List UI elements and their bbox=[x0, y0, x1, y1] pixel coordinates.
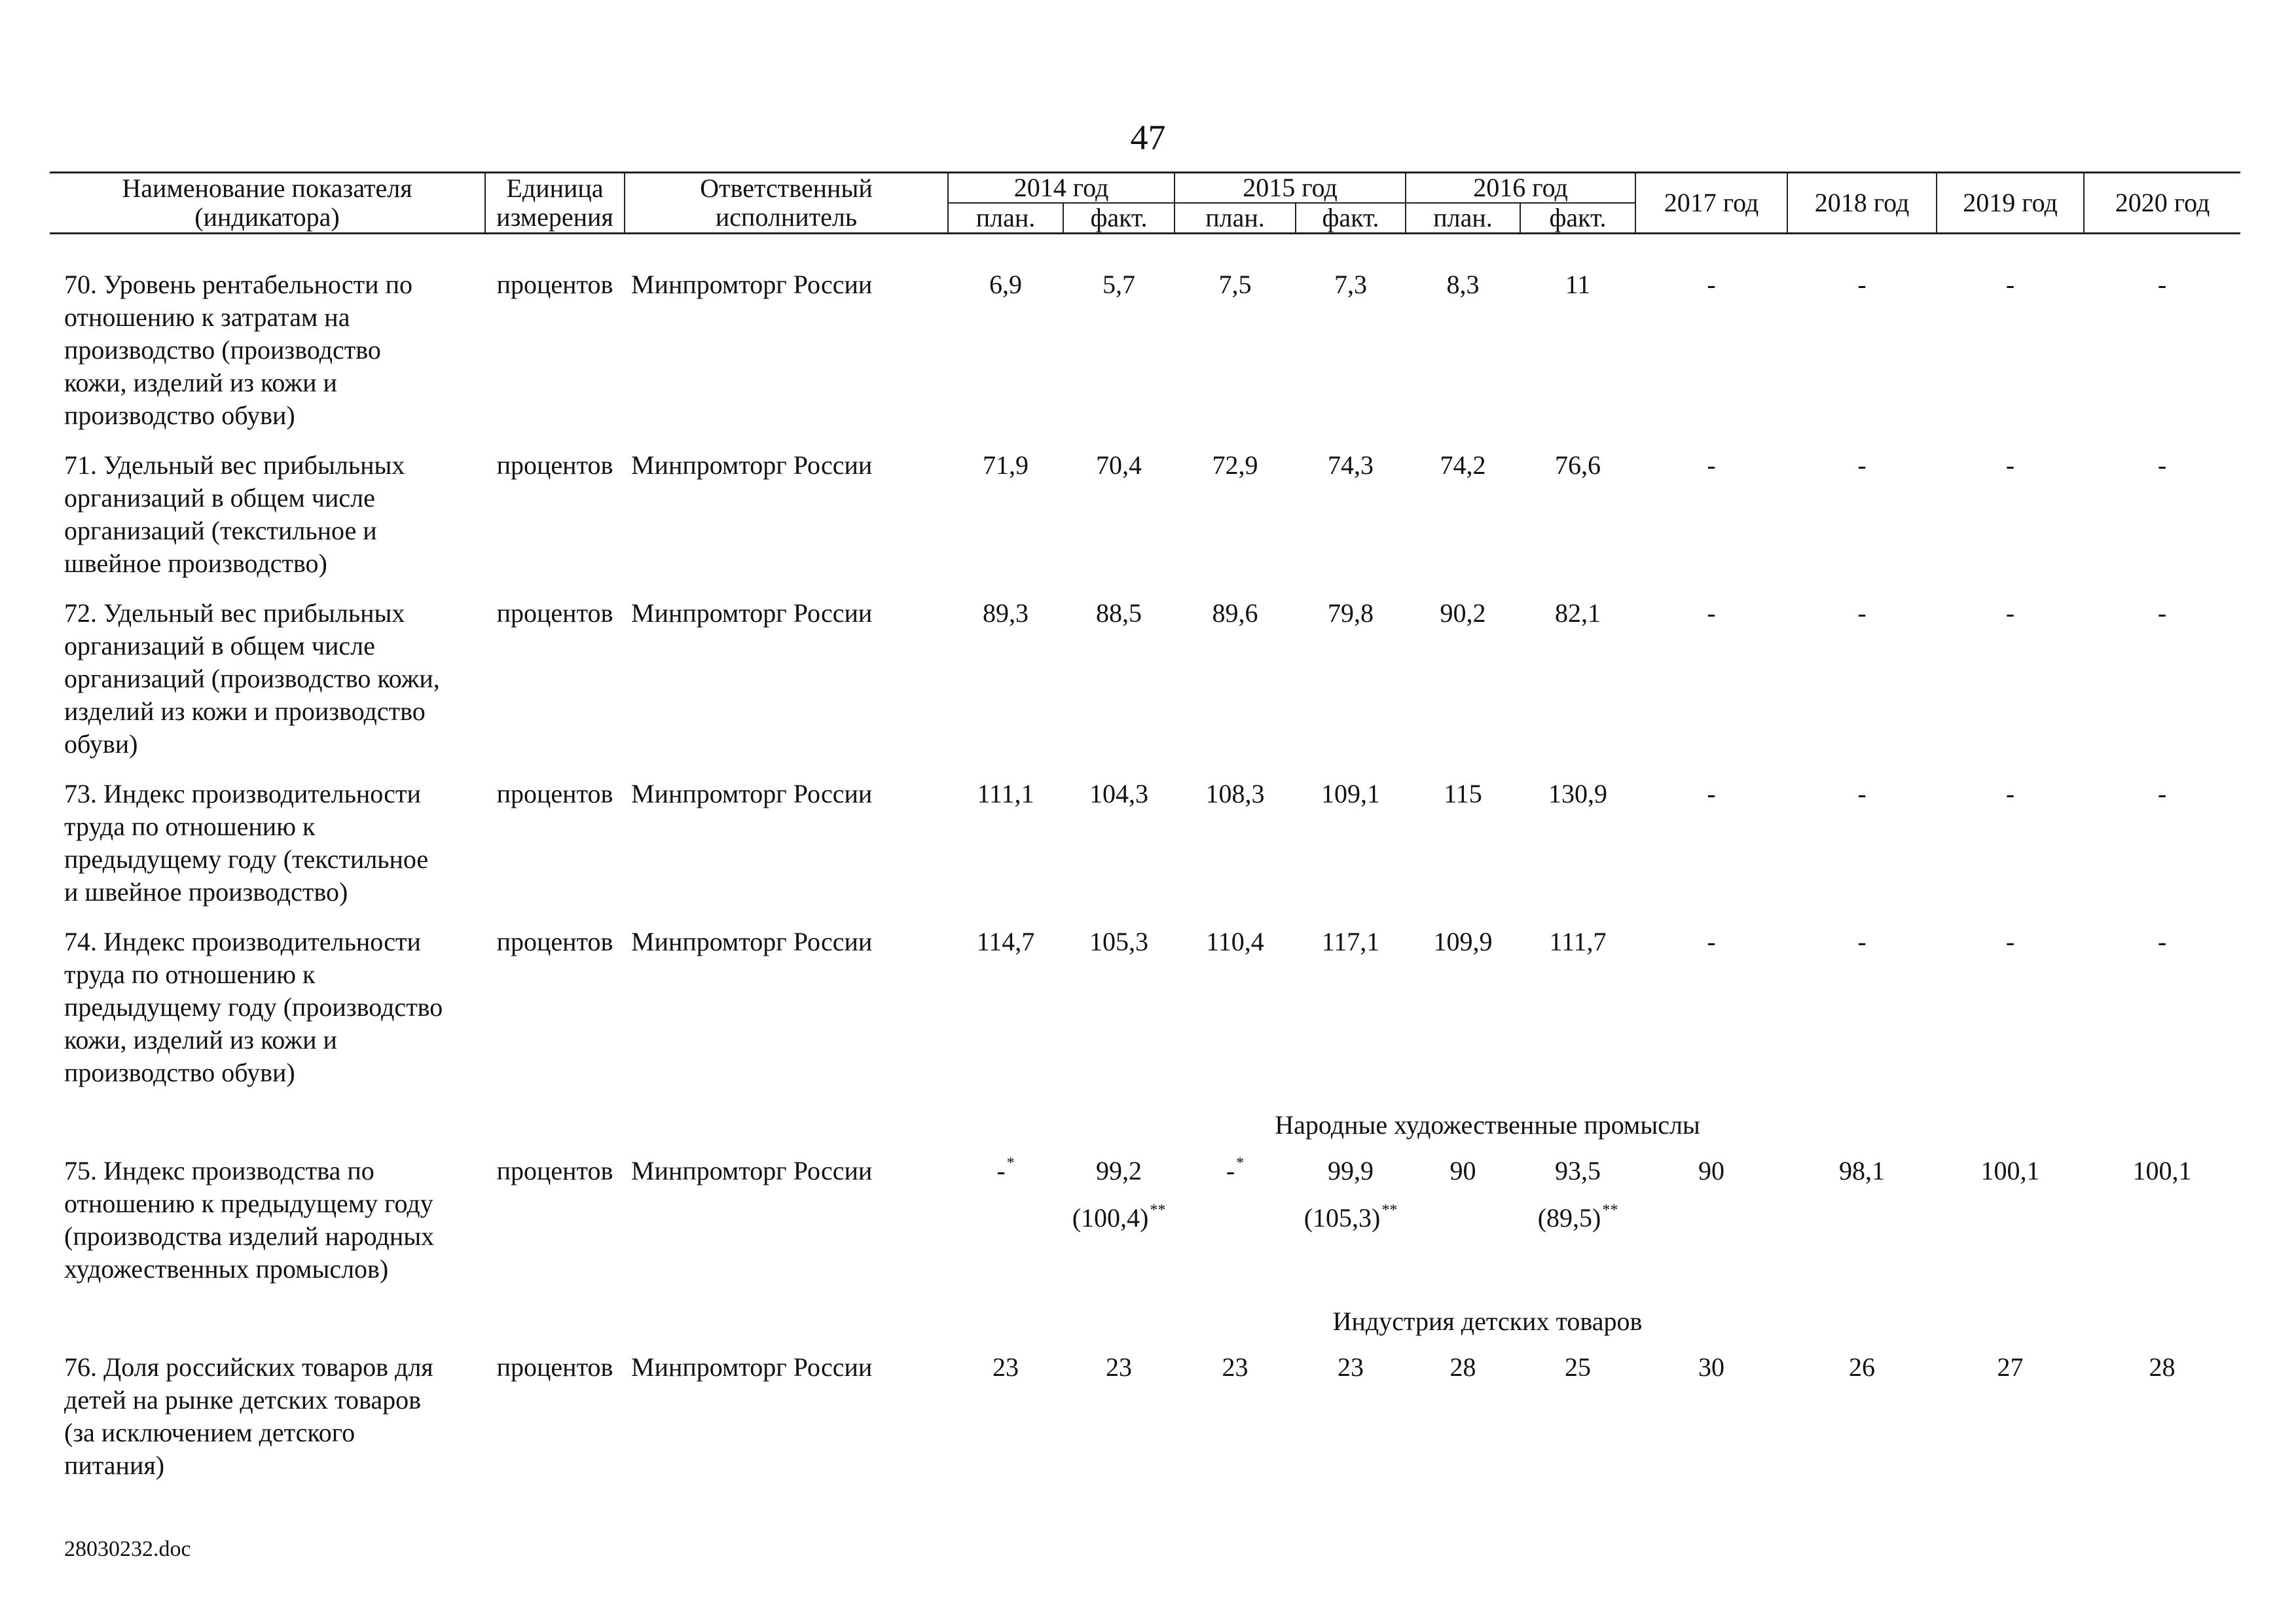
indicator-name: 73. Индекс производительности труда по отношению к предыдущему году (текстильное и швейное производство) bbox=[64, 779, 429, 907]
header-plan-2015: план. bbox=[1175, 203, 1296, 234]
unit-cell: процентов bbox=[496, 270, 613, 299]
footnote-mark: ** bbox=[1602, 1201, 1618, 1219]
value-cell: 30 bbox=[1698, 1352, 1725, 1382]
header-year-2019: 2019 год bbox=[1937, 173, 2084, 234]
footnote-mark: * bbox=[1006, 1154, 1015, 1172]
value-cell: 111,7 bbox=[1549, 927, 1607, 956]
value-cell: - bbox=[1707, 270, 1716, 299]
indicator-name: 75. Индекс производства по отношению к предыдущему году (производства изделий народных художественных промыслов) bbox=[64, 1156, 435, 1284]
value-cell: 89,3 bbox=[983, 598, 1029, 628]
value-cell: - bbox=[1707, 450, 1716, 480]
header-year-2020: 2020 год bbox=[2084, 173, 2240, 234]
value-cell: 72,9 bbox=[1212, 450, 1258, 480]
header-plan-2016: план. bbox=[1406, 203, 1520, 234]
value-cell: - bbox=[2157, 270, 2167, 299]
header-year-2018: 2018 год bbox=[1787, 173, 1937, 234]
page-number: 47 bbox=[1130, 118, 1166, 157]
indicator-name: 72. Удельный вес прибыльных организаций в общем числе организаций (производство кожи, изделий из кожи и производство обуви) bbox=[64, 598, 440, 759]
table-row bbox=[50, 268, 2240, 449]
value-cell: 90,2 bbox=[1440, 598, 1486, 628]
unit-cell: процентов bbox=[496, 598, 613, 628]
value-cell: 100,1 bbox=[1980, 1156, 2040, 1185]
value-cell: - bbox=[2157, 450, 2167, 480]
value-cell: - bbox=[1857, 450, 1867, 480]
value-cell: 115 bbox=[1444, 779, 1482, 808]
table-row bbox=[50, 1155, 2240, 1303]
header-year-2014: 2014 год bbox=[948, 173, 1175, 204]
value-cell: 76,6 bbox=[1555, 450, 1601, 480]
header-plan-2014: план. bbox=[948, 203, 1063, 234]
value-cell: 130,9 bbox=[1548, 779, 1608, 808]
header-year-2015: 2015 год bbox=[1175, 173, 1406, 204]
header-fact-2014: факт. bbox=[1063, 203, 1175, 234]
value-cell: - bbox=[1707, 598, 1716, 628]
value-cell: 105,3 bbox=[1089, 927, 1148, 956]
executor-cell: Минпромторг России bbox=[631, 450, 873, 480]
unit-cell: процентов bbox=[496, 779, 613, 808]
value-cell: 110,4 bbox=[1206, 927, 1264, 956]
value-cell: 90 bbox=[1698, 1156, 1725, 1185]
header-indicator-name: Наименование показателя (индикатора) bbox=[50, 173, 485, 234]
header-executor: Ответственный исполнитель bbox=[625, 173, 948, 234]
value-cell: 114,7 bbox=[976, 927, 1035, 956]
value-cell: 88,5 bbox=[1096, 598, 1142, 628]
value-cell: - bbox=[2157, 927, 2167, 956]
value-cell: - bbox=[2005, 450, 2015, 480]
sub-value: (105,3)** bbox=[1303, 1201, 1398, 1233]
value-cell: - bbox=[1857, 927, 1867, 956]
value-cell: 111,1 bbox=[977, 779, 1034, 808]
value-cell: 11 bbox=[1565, 270, 1591, 299]
value-cell: 27 bbox=[1997, 1352, 2024, 1382]
value-cell: 71,9 bbox=[983, 450, 1029, 480]
value-cell: 74,3 bbox=[1328, 450, 1374, 480]
value-cell: 98,1 bbox=[1839, 1156, 1886, 1185]
value-cell: - bbox=[1707, 779, 1716, 808]
section-heading-folk-crafts: Народные художественные промыслы bbox=[1275, 1110, 1700, 1140]
value-cell: 70,4 bbox=[1096, 450, 1142, 480]
value-cell: - bbox=[1857, 598, 1867, 628]
value-cell: - bbox=[2005, 270, 2015, 299]
sub-value: (89,5)** bbox=[1537, 1201, 1618, 1233]
value-cell: - bbox=[2157, 598, 2167, 628]
value-cell: 108,3 bbox=[1205, 779, 1265, 808]
executor-cell: Минпромторг России bbox=[631, 779, 873, 808]
footnote-mark: ** bbox=[1150, 1201, 1166, 1219]
document-id: 28030232.doc bbox=[64, 1537, 191, 1561]
header-fact-2015: факт. bbox=[1296, 203, 1406, 234]
header-year-2016: 2016 год bbox=[1406, 173, 1635, 204]
value-cell: 6,9 bbox=[989, 270, 1022, 299]
value-cell: - bbox=[1857, 270, 1867, 299]
value-cell: 109,1 bbox=[1321, 779, 1381, 808]
value-cell: 99,2 (100,4)** bbox=[1063, 1155, 1175, 1303]
table-row bbox=[50, 597, 2240, 778]
value-cell: 8,3 bbox=[1446, 270, 1480, 299]
value-cell: 25 bbox=[1565, 1352, 1592, 1382]
value-cell: 7,3 bbox=[1334, 270, 1368, 299]
table-row bbox=[50, 449, 2240, 597]
executor-cell: Минпромторг России bbox=[631, 927, 873, 956]
table-row bbox=[50, 778, 2240, 926]
unit-cell: процентов bbox=[496, 450, 613, 480]
indicator-name: 76. Доля российских товаров для детей на рынке детских товаров (за исключением детского питания) bbox=[64, 1352, 433, 1480]
unit-cell: процентов bbox=[496, 927, 613, 956]
value-cell: 26 bbox=[1849, 1352, 1876, 1382]
indicator-name: 70. Уровень рентабельности по отношению к затратам на производство (производство кожи, изделий из кожи и производство обуви) bbox=[64, 270, 412, 430]
value-cell: 82,1 bbox=[1555, 598, 1601, 628]
value-cell: 79,8 bbox=[1328, 598, 1374, 628]
executor-cell: Минпромторг России bbox=[631, 598, 873, 628]
executor-cell: Минпромторг России bbox=[631, 1156, 873, 1185]
value-cell: 5,7 bbox=[1102, 270, 1135, 299]
section-heading-childrens-goods: Индустрия детских товаров bbox=[1332, 1307, 1643, 1336]
header-year-2017: 2017 год bbox=[1635, 173, 1787, 234]
value-cell: -* bbox=[996, 1154, 1015, 1185]
section-heading-row bbox=[50, 1303, 2240, 1351]
value-cell: - bbox=[2005, 598, 2015, 628]
table-row bbox=[50, 926, 2240, 1106]
unit-cell: процентов bbox=[496, 1156, 613, 1185]
value-cell: 117,1 bbox=[1321, 927, 1380, 956]
value-cell: - bbox=[2005, 927, 2015, 956]
value-cell: 23 bbox=[1222, 1352, 1248, 1382]
indicators-table bbox=[50, 171, 2240, 1499]
header-fact-2016: факт. bbox=[1520, 203, 1635, 234]
value-cell: - bbox=[1707, 927, 1716, 956]
value-cell: 28 bbox=[2149, 1352, 2176, 1382]
value-cell: 104,3 bbox=[1089, 779, 1148, 808]
value-cell: 23 bbox=[993, 1352, 1019, 1382]
sub-value: (100,4)** bbox=[1072, 1201, 1166, 1233]
unit-cell: процентов bbox=[496, 1352, 613, 1382]
section-heading-row bbox=[50, 1106, 2240, 1155]
value-cell: 23 bbox=[1338, 1352, 1364, 1382]
indicator-name: 74. Индекс производительности труда по отношению к предыдущему году (производство кожи, изделий из кожи и производство обуви) bbox=[64, 927, 443, 1087]
value-cell: 100,1 bbox=[2132, 1156, 2192, 1185]
value-cell: 23 bbox=[1106, 1352, 1132, 1382]
value-cell: 7,5 bbox=[1218, 270, 1252, 299]
header-unit: Единица измерения bbox=[485, 173, 625, 234]
footnote-mark: ** bbox=[1381, 1201, 1398, 1219]
value-cell: -* bbox=[1226, 1154, 1245, 1185]
value-cell: - bbox=[2005, 779, 2015, 808]
value-cell: - bbox=[2157, 779, 2167, 808]
executor-cell: Минпромторг России bbox=[631, 270, 873, 299]
value-cell: 89,6 bbox=[1212, 598, 1258, 628]
indicator-name: 71. Удельный вес прибыльных организаций в общем числе организаций (текстильное и швейное производство) bbox=[64, 450, 405, 578]
value-cell: 90 bbox=[1449, 1156, 1476, 1185]
value-cell: 28 bbox=[1449, 1352, 1476, 1382]
value-cell: 74,2 bbox=[1440, 450, 1486, 480]
footnote-mark: * bbox=[1236, 1154, 1245, 1172]
executor-cell: Минпромторг России bbox=[631, 1352, 873, 1382]
value-cell: - bbox=[1857, 779, 1867, 808]
value-cell: 99,9 (105,3)** bbox=[1296, 1155, 1406, 1303]
table-header bbox=[50, 173, 2240, 234]
table-row bbox=[50, 1351, 2240, 1499]
value-cell: 93,5 (89,5)** bbox=[1520, 1155, 1635, 1303]
value-cell: 109,9 bbox=[1433, 927, 1493, 956]
